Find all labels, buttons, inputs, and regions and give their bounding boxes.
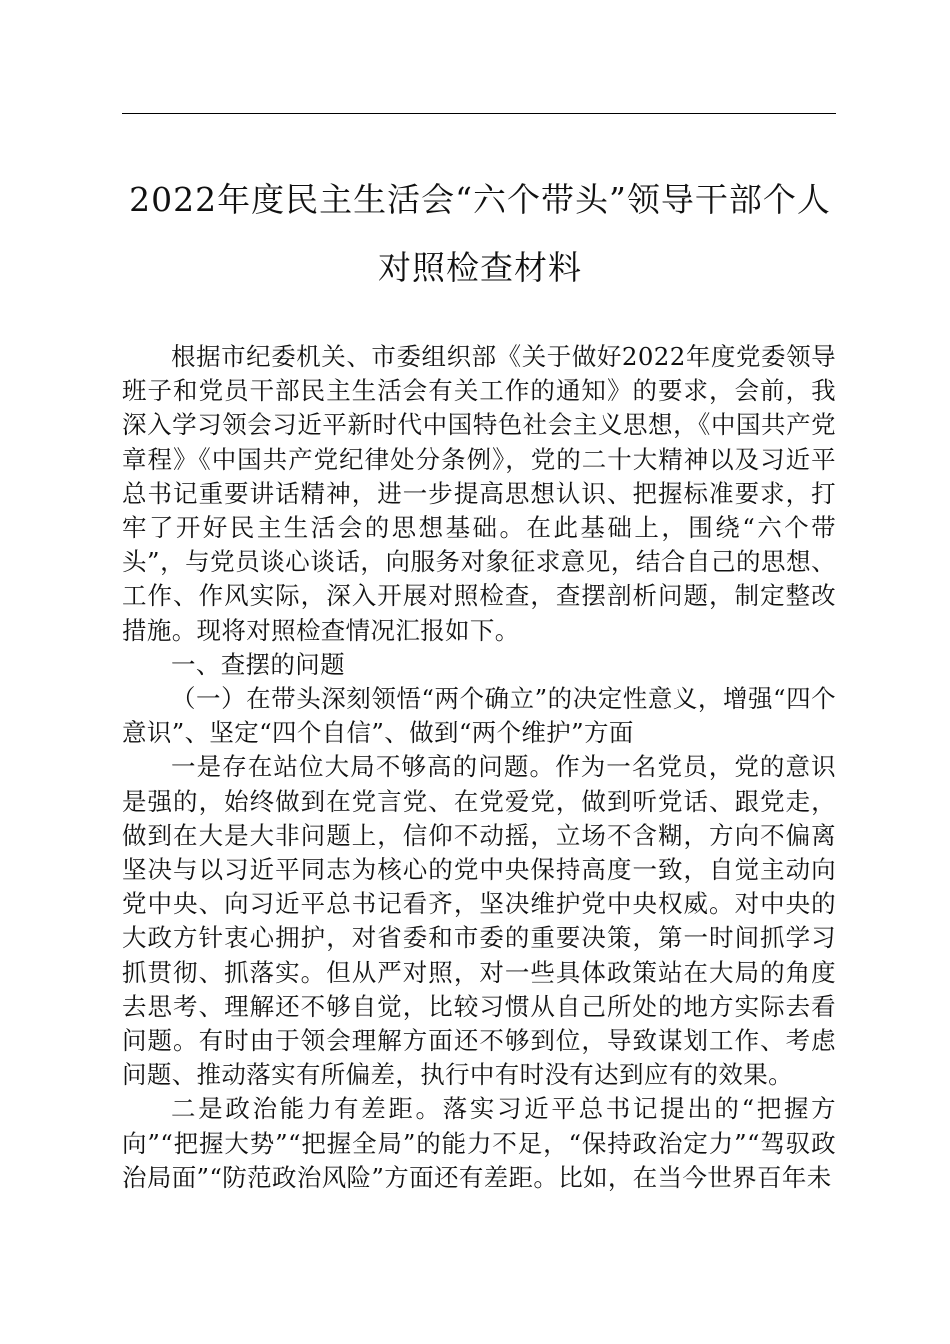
document-title-line-2: 对照检查材料 — [378, 248, 582, 287]
intro-paragraph: 根据市纪委机关、市委组织部《关于做好2022年度党委领导班子和党员干部民主生活会有关工作的通知》的要求，会前，我深入学习领会习近平新时代中国特色社会主义思想，《中国共产党章程》《中国共产党纪律处分条例》，党的二十大精神以及习近平总书记重要讲话精神，进一步提高思想认识、把握标准要求，打牢了开好民主生活会的思想基础。在此基础上，围绕“六个带头”，与党员谈心谈话，向服务对象征求意见，结合自己的思想、工作、作风实际，深入开展对照检查，查摆剖析问题，制定整改措施。现将对照检查情况汇报如下。 — [122, 342, 836, 645]
document-title-line-1: 2022年度民主生活会“六个带头”领导干部个人 — [129, 180, 831, 219]
paragraph-problem-2: 二是政治能力有差距。落实习近平总书记提出的“把握方向”“把握大势”“把握全局”的能力不足，“保持政治定力”“驾驭政治局面”“防范政治风险”方面还有差距。比如，在当今世界百年未 — [122, 1094, 836, 1192]
subsection-heading-1: （一）在带头深刻领悟“两个确立”的决定性意义，增强“四个意识”、坚定“四个自信”、做到“两个维护”方面 — [122, 684, 836, 748]
section-heading-problems: 一、查摆的问题 — [171, 649, 345, 679]
paragraph-problem-1: 一是存在站位大局不够高的问题。作为一名党员，党的意识是强的，始终做到在党言党、在党爱党，做到听党话、跟党走，做到在大是大非问题上，信仰不动摇，立场不含糊，方向不偏离坚决与以习近平同志为核心的党中央保持高度一致，自觉主动向党中央、向习近平总书记看齐，坚决维护党中央权威。对中央的大政方针衷心拥护，对省委和市委的重要决策，第一时间抓学习抓贯彻、抓落实。但从严对照，对一些具体政策站在大局的角度去思考、理解还不够自觉，比较习惯从自己所处的地方实际去看问题。有时由于领会理解方面还不够到位，导致谋划工作、考虑问题、推动落实有所偏差，执行中有时没有达到应有的效果。 — [122, 752, 836, 1090]
header-rule — [122, 113, 836, 114]
document-body — [122, 340, 836, 1195]
